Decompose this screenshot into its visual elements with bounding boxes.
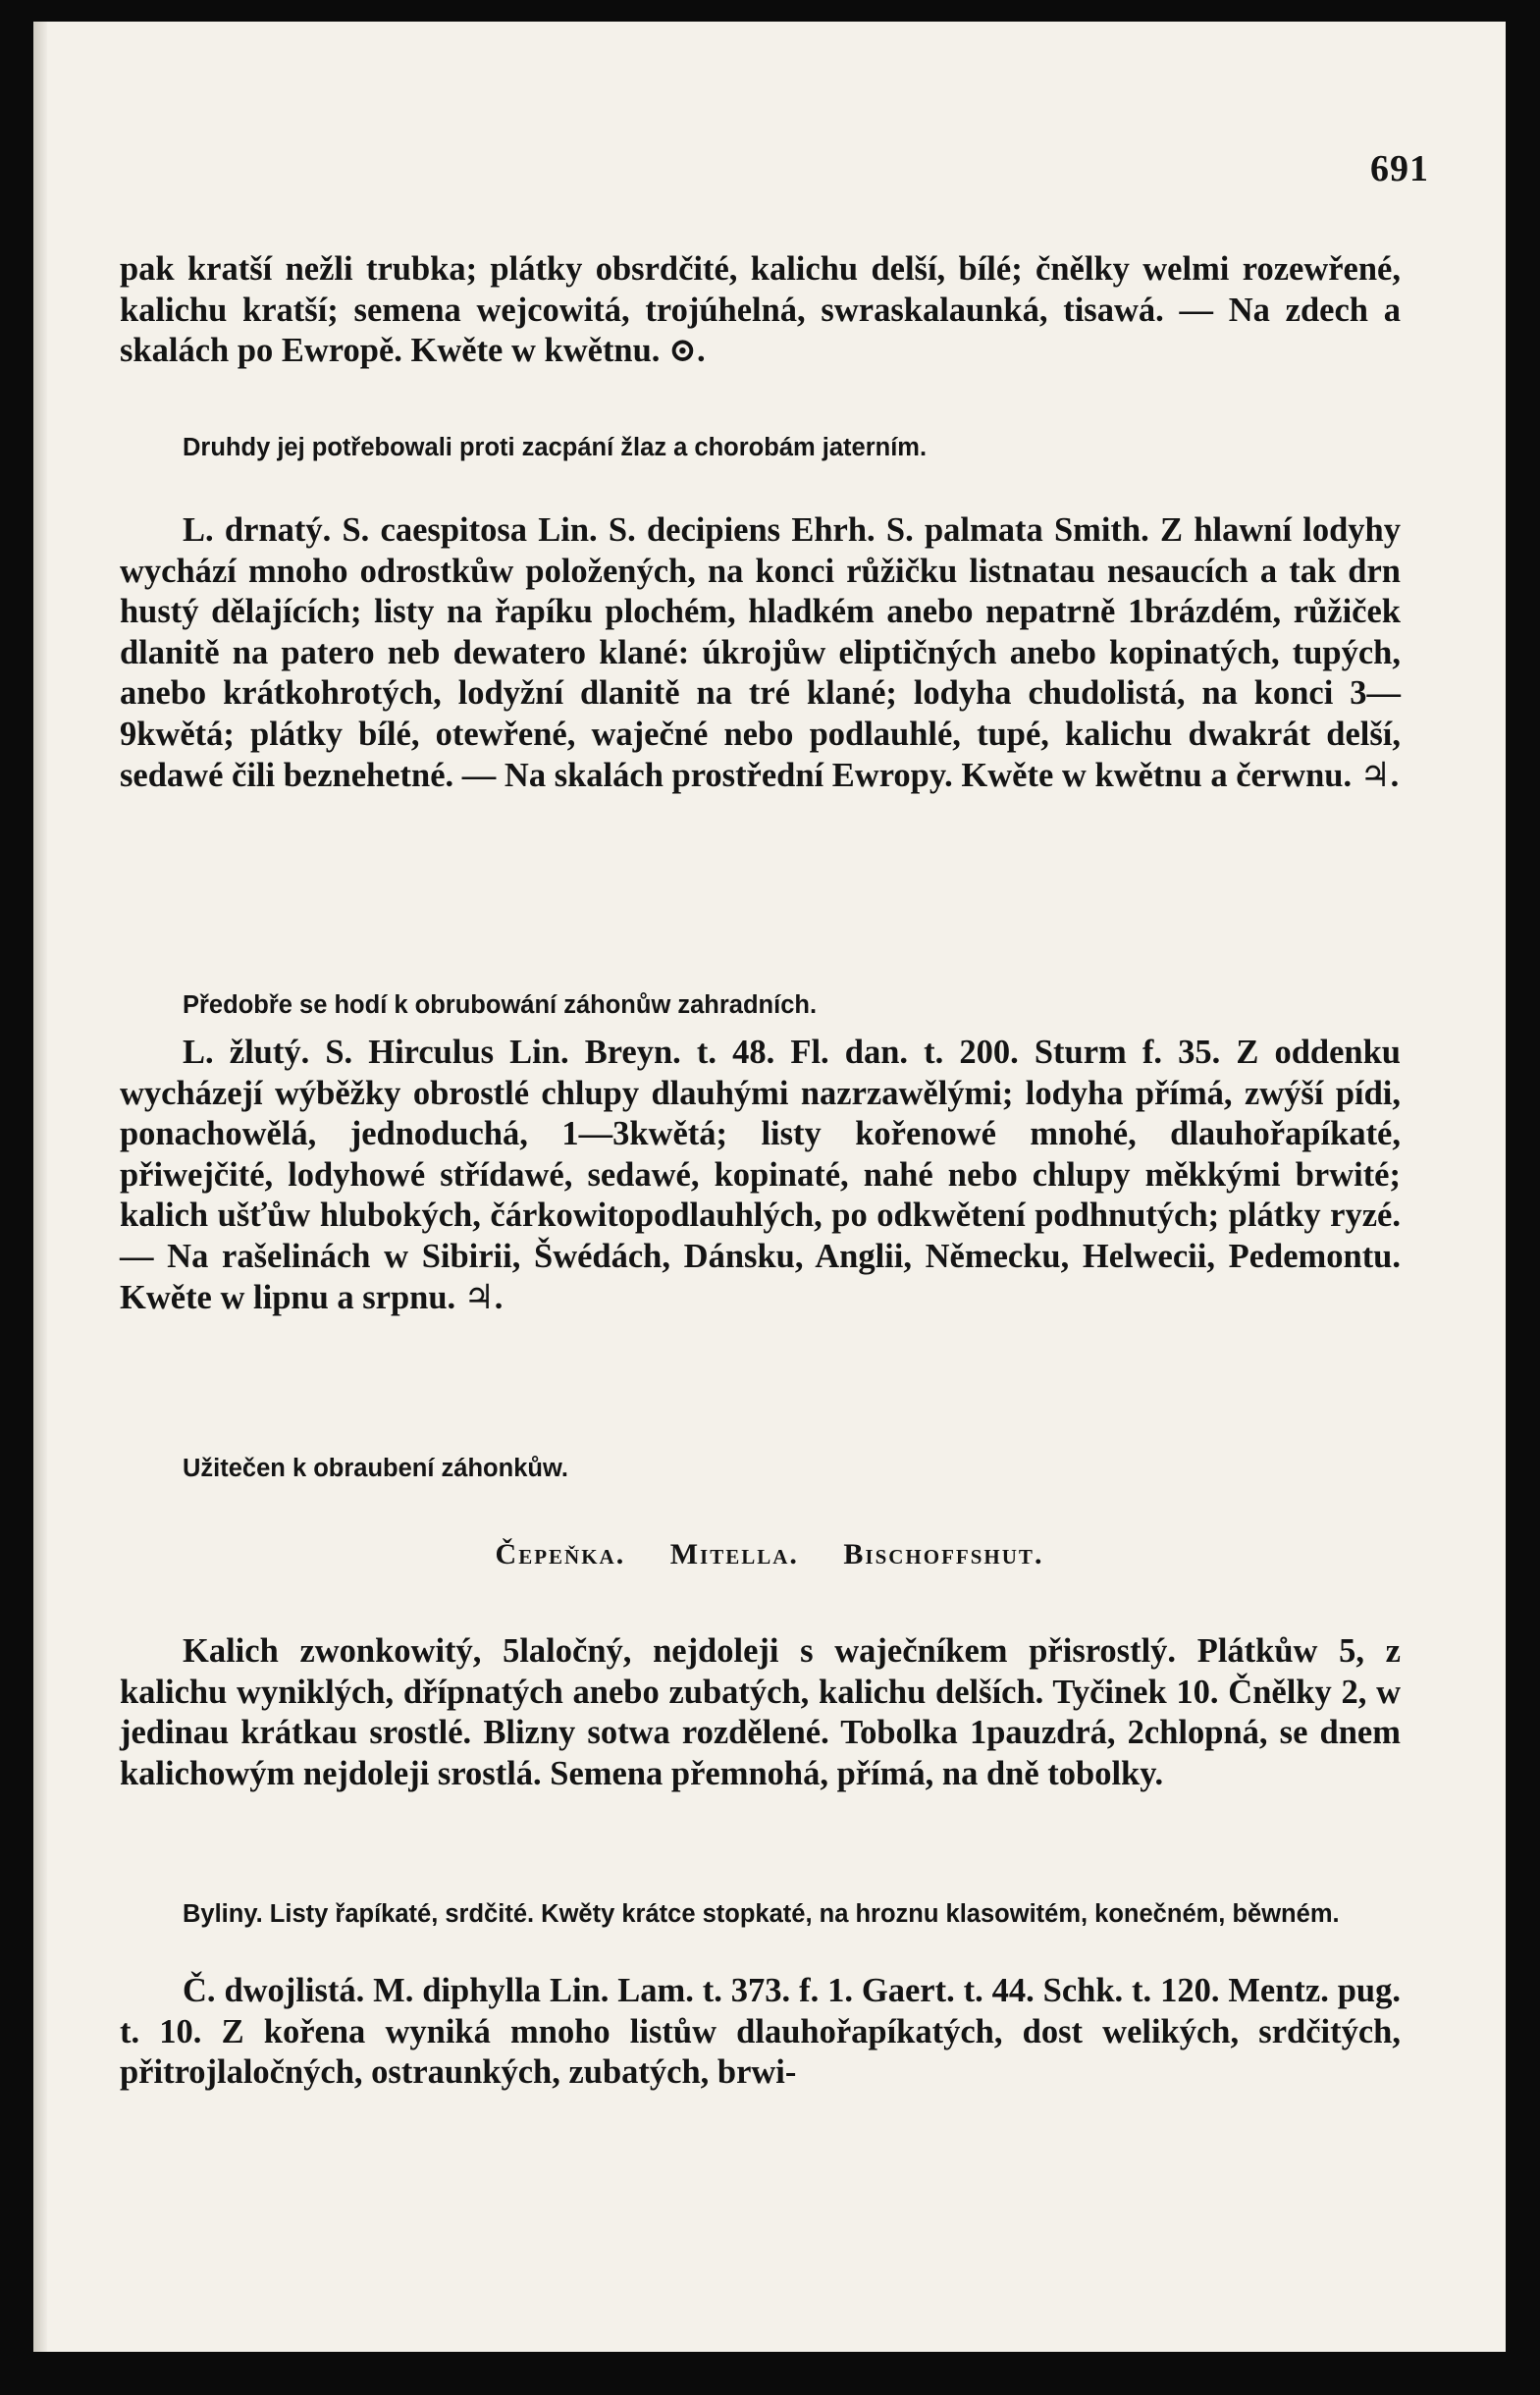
paragraph-1: pak kratší nežli trubka; plátky obsrdčité, kalichu delší, bílé; čnělky welmi rozewřené, kalichu kratší; semena wejcowitá, trojúhelná, swraskalaunká, tisawá. — Na zdech a skalách po Ewropě. Kwěte w kwětnu. ⊙. xyxy=(120,250,1401,370)
paragraph-4: Kalich zwonkowitý, 5laločný, nejdoleji s waječníkem přisrostlý. Plátkůw 5, z kalichu wyniklých, dřípnatých anebo zubatých, kalichu delších. Tyčinek 10. Čnělky 2, w jedinau krátkau srostlé. Blizny sotwa rozdělené. Tobolka 1pauzdrá, 2chlopná, se dnem kalichowým nejdoleji srostlá. Semena přemnohá, přímá, na dně tobolky. xyxy=(120,1632,1401,1792)
note-3: Užitečen k obraubení záhonkůw. xyxy=(183,1455,568,1482)
paragraph-2: L. drnatý. S. caespitosa Lin. S. decipiens Ehrh. S. palmata Smith. Z hlawní lodyhy wychází mnoho odrostkůw položených, na konci růžičku listnatau nesaucích a tak drn hustý dělajících; listy na řapíku plochém, hladkém anebo nepatrně 1brázdém, růžiček dlanitě na patero neb dewatero klané: úkrojůw eliptičných anebo kopinatých, tupých, anebo krátkohrotých, lodyžní dlanitě na tré klané; lodyha chudolistá, na konci 3—9kwětá; plátky bílé, otewřené, waječné nebo podlauhlé, tupé, kalichu dwakrát delší, sedawé čili beznehetné. — Na skalách prostřední Ewropy. Kwěte w kwětnu a čerwnu. ♃. xyxy=(120,511,1401,794)
heading-latin: Mitella. xyxy=(669,1538,799,1570)
paragraph-3: L. žlutý. S. Hirculus Lin. Breyn. t. 48. Fl. dan. t. 200. Sturm f. 35. Z oddenku wycházejí wýběžky obrostlé chlupy dlauhými nazrzawělými; lodyha přímá, zwýší pídi, ponachowělá, jednoduchá, 1—3kwětá; listy kořenowé mnohé, dlauhořapíkaté, přiwejčité, lodyhowé střídawé, sedawé, kopinaté, nahé nebo chlupy měkkými brwité; kalich ušťůw hlubokých, čárkowitopodlauhlých, po odkwětení podhnutých; plátky ryzé. — Na rašelinách w Sibirii, Šwédách, Dánsku, Anglii, Německu, Helwecii, Pedemontu. Kwěte w lipnu a srpnu. ♃. xyxy=(120,1034,1401,1316)
heading-czech: Čepeňka. xyxy=(495,1538,626,1570)
book-page xyxy=(33,22,1506,2352)
page-number: 691 xyxy=(1370,148,1429,189)
heading-german: Bischoffshut. xyxy=(843,1538,1044,1570)
page-spine-edge xyxy=(33,22,47,2352)
note-1: Druhdy jej potřebowali proti zacpání žlaz a chorobám jaterním. xyxy=(183,434,928,461)
note-4: Byliny. Listy řapíkaté, srdčité. Kwěty krátce stopkaté, na hroznu klasowitém, konečném, běwném. xyxy=(183,1900,1340,1928)
section-heading xyxy=(33,1538,1506,1571)
note-2: Předobře se hodí k obrubowání záhonůw zahradních. xyxy=(183,991,818,1019)
paragraph-5: Č. dwojlistá. M. diphylla Lin. Lam. t. 373. f. 1. Gaert. t. 44. Schk. t. 120. Mentz. pug. t. 10. Z kořena wyniká mnoho listůw dlauhořapíkatých, dost welikých, srdčitých, přitrojlaločných, ostraunkých, zubatých, brwi- xyxy=(120,1972,1401,2092)
